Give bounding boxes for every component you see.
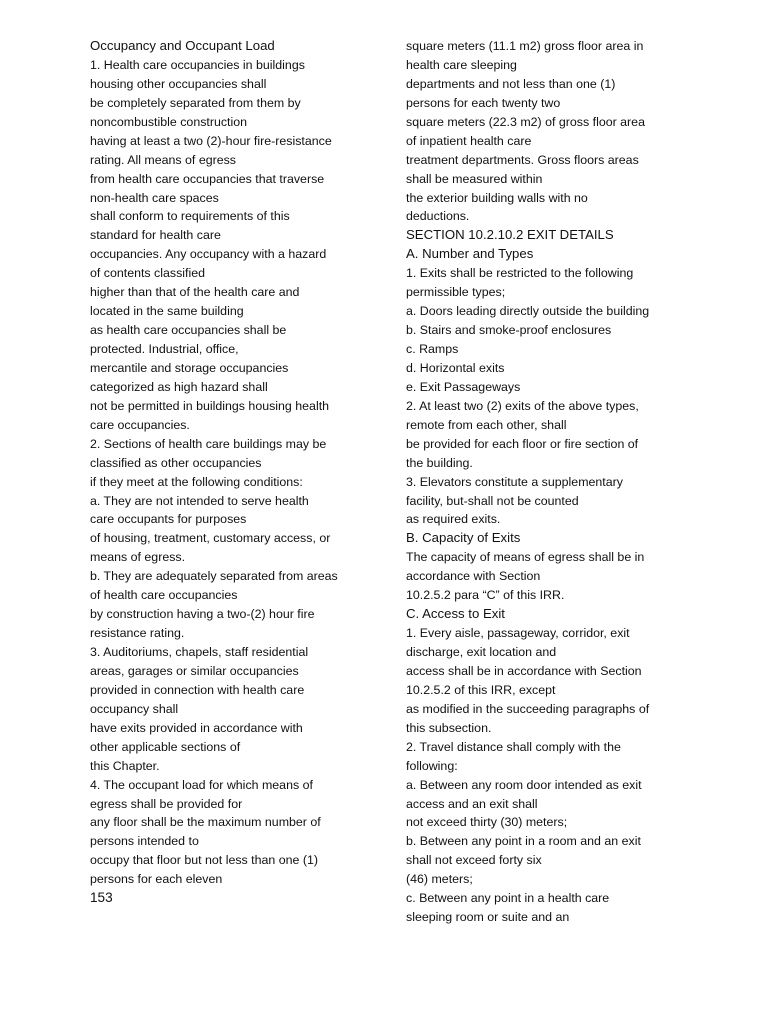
text-line: 2. Travel distance shall comply with the xyxy=(406,739,621,754)
text-line: persons intended to xyxy=(90,834,199,849)
text-line: the building. xyxy=(406,455,473,470)
text-line: 1. Health care occupancies in buildings xyxy=(90,57,305,72)
text-line: following: xyxy=(406,758,458,773)
text-line: from health care occupancies that traverse xyxy=(90,171,325,186)
text-line: having at least a two (2)-hour fire-resistance xyxy=(90,133,332,148)
text-line: 10.2.5.2 para “C” of this IRR. xyxy=(406,588,565,603)
text-line: d. Horizontal exits xyxy=(406,360,505,375)
text-line: of health care occupancies xyxy=(90,588,238,603)
text-line: deductions. xyxy=(406,209,470,224)
left-text-column xyxy=(90,37,380,889)
text-line: this Chapter. xyxy=(90,758,160,773)
text-line: sleeping room or suite and an xyxy=(406,910,570,925)
text-line: other applicable sections of xyxy=(90,739,241,754)
text-line: care occupants for purposes xyxy=(90,512,247,527)
text-line: shall be measured within xyxy=(406,171,543,186)
text-line: provided in connection with health care xyxy=(90,682,305,697)
right-text-column xyxy=(406,37,706,927)
text-line: as health care occupancies shall be xyxy=(90,323,287,338)
section-heading: SECTION 10.2.10.2 EXIT DETAILS xyxy=(406,227,614,243)
text-line: higher than that of the health care and xyxy=(90,285,300,300)
text-line: occupancy shall xyxy=(90,701,179,716)
text-line: shall conform to requirements of this xyxy=(90,209,290,224)
section-heading: B. Capacity of Exits xyxy=(406,530,521,546)
text-line: shall not exceed forty six xyxy=(406,853,542,868)
text-line: permissible types; xyxy=(406,285,506,300)
text-line: access and an exit shall xyxy=(406,796,538,811)
text-line: 3. Auditoriums, chapels, staff residential xyxy=(90,645,309,659)
text-line: egress shall be provided for xyxy=(90,796,243,811)
text-line: of inpatient health care xyxy=(406,133,532,148)
text-line: care occupancies. xyxy=(90,417,190,432)
text-line: a. Doors leading directly outside the building xyxy=(406,304,650,319)
text-line: if they meet at the following conditions: xyxy=(90,474,303,489)
text-line: any floor shall be the maximum number of xyxy=(90,815,321,830)
text-line: b. Between any point in a room and an exit xyxy=(406,834,641,849)
text-line: standard for health care xyxy=(90,228,221,243)
text-line: c. Ramps xyxy=(406,342,459,356)
text-line: 2. Sections of health care buildings may be xyxy=(90,436,327,451)
text-line: a. Between any room door intended as exit xyxy=(406,777,642,792)
text-line: b. They are adequately separated from areas xyxy=(90,569,338,584)
text-line: located in the same building xyxy=(90,304,244,319)
text-line: of contents classified xyxy=(90,266,206,281)
text-line: c. Between any point in a health care xyxy=(406,891,610,906)
text-line: of housing, treatment, customary access, or xyxy=(90,531,331,546)
text-line: departments and not less than one (1) xyxy=(406,76,616,91)
page-number: 153 xyxy=(90,890,113,905)
text-line: by construction having a two-(2) hour fire xyxy=(90,607,315,622)
text-line: have exits provided in accordance with xyxy=(90,720,303,735)
text-line: persons for each eleven xyxy=(90,872,223,887)
text-line: this subsection. xyxy=(406,720,492,735)
text-line: noncombustible construction xyxy=(90,114,248,129)
text-line: health care sleeping xyxy=(406,57,517,72)
section-heading: C. Access to Exit xyxy=(406,606,505,622)
text-line: 4. The occupant load for which means of xyxy=(90,777,313,792)
text-line: remote from each other, shall xyxy=(406,417,567,432)
text-line: occupy that floor but not less than one (1) xyxy=(90,853,318,868)
text-line: not be permitted in buildings housing health xyxy=(90,398,330,413)
text-line: discharge, exit location and xyxy=(406,645,557,659)
text-line: The capacity of means of egress shall be in xyxy=(406,550,645,565)
text-line: the exterior building walls with no xyxy=(406,190,588,205)
section-heading: Occupancy and Occupant Load xyxy=(90,38,275,53)
text-line: 3. Elevators constitute a supplementary xyxy=(406,474,623,489)
text-line: 10.2.5.2 of this IRR, except xyxy=(406,682,556,697)
text-line: 1. Exits shall be restricted to the following xyxy=(406,266,634,281)
text-line: be completely separated from them by xyxy=(90,95,301,110)
text-line: be provided for each floor or fire section of xyxy=(406,436,639,451)
text-line: resistance rating. xyxy=(90,626,185,641)
text-line: access shall be in accordance with Section xyxy=(406,663,642,678)
text-line: means of egress. xyxy=(90,550,186,565)
text-line: b. Stairs and smoke-proof enclosures xyxy=(406,323,612,338)
text-line: 2. At least two (2) exits of the above types, xyxy=(406,398,639,413)
text-line: square meters (22.3 m2) of gross floor area xyxy=(406,114,645,129)
text-line: a. They are not intended to serve health xyxy=(90,493,309,508)
text-line: areas, garages or similar occupancies xyxy=(90,663,299,678)
text-line: persons for each twenty two xyxy=(406,95,561,110)
text-line: as modified in the succeeding paragraphs of xyxy=(406,701,650,716)
text-line: square meters (11.1 m2) gross floor area in xyxy=(406,39,644,53)
text-line: (46) meters; xyxy=(406,872,473,887)
text-line: protected. Industrial, office, xyxy=(90,342,239,356)
text-line: treatment departments. Gross floors areas xyxy=(406,152,639,167)
text-line: classified as other occupancies xyxy=(90,455,262,470)
section-heading: A. Number and Types xyxy=(406,246,534,262)
text-line: categorized as high hazard shall xyxy=(90,379,268,394)
text-line: 1. Every aisle, passageway, corridor, exit xyxy=(406,626,630,641)
text-line: accordance with Section xyxy=(406,569,541,584)
text-line: occupancies. Any occupancy with a hazard xyxy=(90,247,327,262)
text-line: not exceed thirty (30) meters; xyxy=(406,815,568,830)
text-line: rating. All means of egress xyxy=(90,152,237,167)
text-line: facility, but-shall not be counted xyxy=(406,493,579,508)
text-line: housing other occupancies shall xyxy=(90,76,267,91)
text-line: non-health care spaces xyxy=(90,190,219,205)
text-line: as required exits. xyxy=(406,512,501,527)
text-line: e. Exit Passageways xyxy=(406,379,521,394)
text-line: mercantile and storage occupancies xyxy=(90,360,289,375)
